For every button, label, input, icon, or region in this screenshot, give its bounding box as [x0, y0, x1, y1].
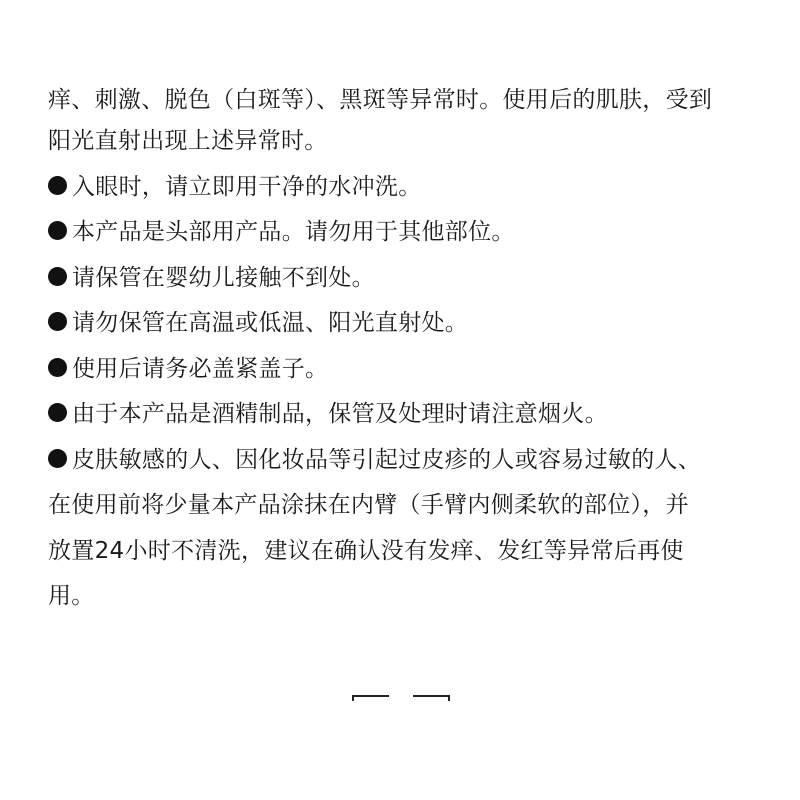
bullet-dot-icon	[48, 267, 67, 286]
bullet-text: 本产品是头部用产品。请勿用于其他部位。	[72, 219, 515, 245]
line-text: 在使用前将少量本产品涂抹在内臂（手臂内侧柔软的部位），并	[48, 492, 689, 518]
bullet-text: 由于本产品是酒精制品，保管及处理时请注意烟火。	[72, 401, 608, 427]
bullet-item	[48, 438, 760, 484]
bullet-text: 入眼时，请立即用干净的水冲洗。	[72, 173, 422, 200]
bullet-text: 请勿保管在高温或低温、阳光直射处。	[72, 310, 469, 336]
bullet-dot-icon	[48, 176, 67, 195]
clipped-paragraph-line	[48, 72, 768, 112]
line-text: 放置24小时不清洗，建议在确认没有发痒、发红等异常后再使	[48, 537, 684, 564]
clipped-line-text: 痒、刺激、脱色（白斑等）、黑斑等异常时。使用后的肌肤，受到	[48, 87, 713, 112]
bullet-item	[48, 165, 760, 211]
section-divider-right	[413, 695, 450, 697]
bullet-dot-icon	[48, 403, 67, 422]
bullet-item	[48, 256, 760, 302]
bullet-item	[48, 347, 760, 393]
line-text: 用。	[48, 583, 95, 609]
bullet-dot-icon	[48, 358, 67, 377]
paragraph-line	[48, 483, 760, 529]
bullet-item	[48, 210, 760, 256]
paragraph-line	[48, 119, 760, 165]
bullet-text: 使用后请务必盖紧盖子。	[72, 355, 329, 382]
paragraph-line	[48, 574, 760, 620]
bullet-text: 请保管在婴幼儿接触不到处。	[72, 264, 375, 291]
section-divider-left	[352, 695, 389, 697]
bullet-item	[48, 301, 760, 347]
precautions-text-block	[48, 119, 760, 620]
paragraph-line	[48, 529, 760, 575]
bullet-text: 皮肤敏感的人、因化妆品等引起过皮疹的人或容易过敏的人、	[72, 446, 702, 473]
bullet-dot-icon	[48, 312, 67, 331]
line-text: 阳光直射出现上述异常时。	[48, 128, 328, 154]
bullet-dot-icon	[48, 221, 67, 240]
bullet-dot-icon	[48, 449, 67, 468]
bullet-item	[48, 392, 760, 438]
